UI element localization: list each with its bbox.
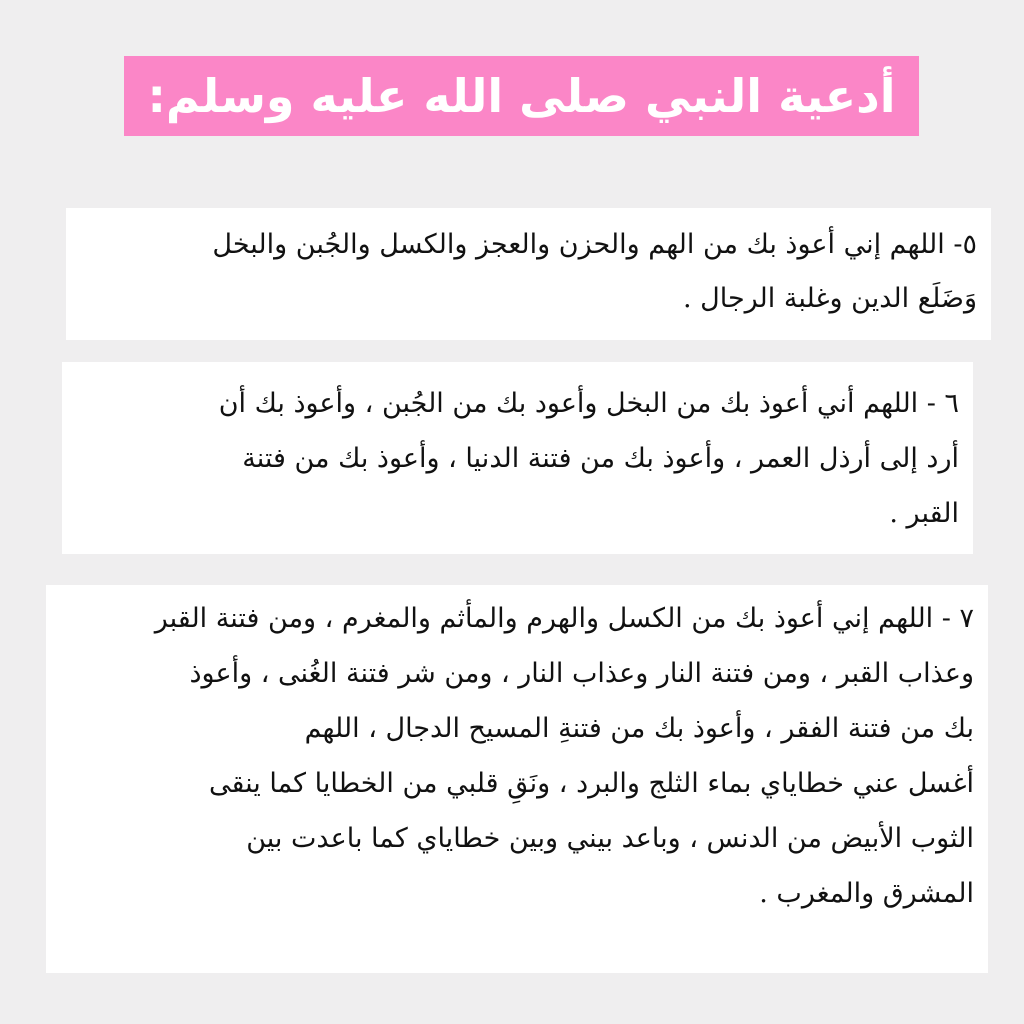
- dua-text-6: ٦ - اللهم أني أعوذ بك من البخل وأعود بك من الجُبن ، وأعوذ بك أن أرد إلى أرذل العمر ، وأعوذ بك من فتنة الدنيا ، وأعوذ بك من فتنة القبر .: [218, 388, 959, 529]
- dua-text-5: ٥- اللهم إني أعوذ بك من الهم والحزن والعجز والكسل والجُبن والبخل وَضَلَع الدين وغلبة الرجال .: [212, 229, 977, 314]
- title-banner: [124, 56, 919, 136]
- dua-card-5: [66, 208, 991, 340]
- dua-card-6: [62, 362, 973, 554]
- dua-text-7: ٧ - اللهم إني أعوذ بك من الكسل والهرم والمأثم والمغرم ، ومن فتنة القبر وعذاب القبر ، ومن فتنة النار وعذاب النار ، ومن شر فتنة الغُنى ، وأعوذ بك من فتنة الفقر ، وأعوذ بك من فتنةِ المسيح الدجال ، اللهم أغسل عني خطاياي بماء الثلج والبرد ، ونَقِ قلبي من الخطايا كما ينقى الثوب الأبيض من الدنس ، وباعد بيني وبين خطاياي كما باعدت بين المشرق والمغرب .: [154, 603, 974, 909]
- page-title: أدعية النبي صلى الله عليه وسلم:: [147, 69, 896, 123]
- dua-card-7: [46, 585, 988, 973]
